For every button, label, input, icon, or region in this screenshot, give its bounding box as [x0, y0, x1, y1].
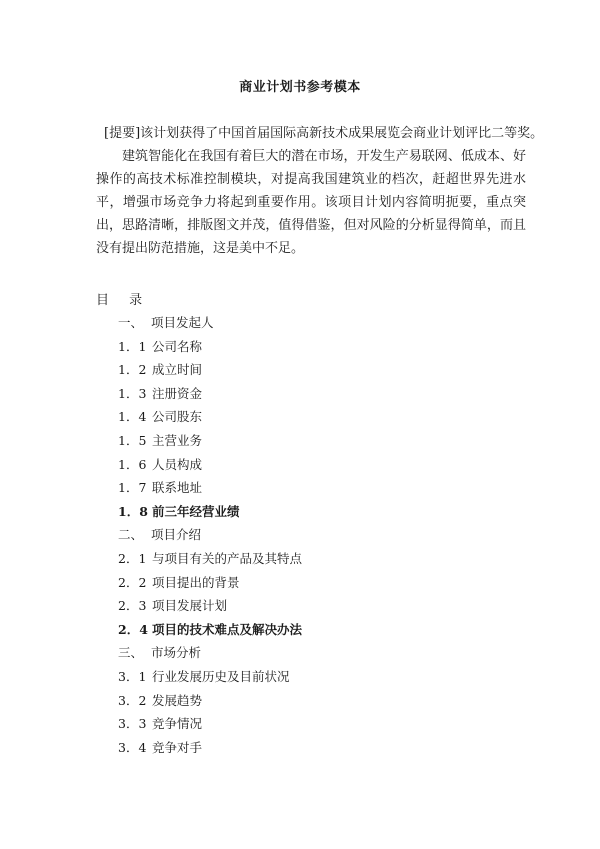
toc-item-number: 2．3 [118, 598, 147, 614]
toc-item-label: 项目介绍 [151, 527, 202, 543]
toc-item-label: 成立时间 [152, 362, 203, 378]
toc-item-number: 2．4 [118, 621, 148, 637]
toc-item-label: 联系地址 [152, 480, 203, 496]
toc-item-label: 发展趋势 [152, 692, 203, 708]
toc-item-number: 3．4 [118, 739, 147, 755]
toc-item-number: 1．5 [118, 433, 147, 448]
toc-item-number: 1．4 [118, 409, 147, 425]
toc-item-label: 项目提出的背景 [152, 574, 240, 590]
toc-item-label: 主营业务 [152, 433, 203, 448]
toc-item-number: 2．2 [118, 574, 147, 590]
toc-item-number: 2．1 [118, 551, 147, 566]
toc-item-label: 竞争情况 [152, 716, 203, 732]
toc-item-label: 公司名称 [152, 338, 203, 354]
toc-item-number: 1．8 [118, 503, 148, 519]
abstract-summary: [提要]该计划获得了中国首届国际高新技术成果展览会商业计划评比二等奖。 [104, 126, 544, 141]
toc-item-number: 1．2 [118, 362, 147, 378]
toc-item-number: 三、 [118, 645, 144, 661]
toc-item-label: 项目发展计划 [152, 598, 228, 614]
toc-item-label: 人员构成 [152, 456, 203, 472]
toc-item-label: 注册资金 [152, 385, 203, 401]
toc-item-label: 项目的技术难点及解决办法 [152, 621, 303, 637]
toc-item-number: 1．1 [118, 338, 147, 354]
toc-item-label: 行业发展历史及目前状况 [152, 669, 290, 684]
toc-item-label: 竞争对手 [152, 739, 203, 755]
toc-item-label: 项目发起人 [151, 315, 214, 330]
toc-item-label: 前三年经营业绩 [152, 503, 240, 519]
toc-item-label: 与项目有关的产品及其特点 [152, 551, 303, 566]
toc-item-label: 市场分析 [151, 645, 202, 661]
toc-item-number: 3．3 [118, 716, 147, 732]
toc-item-number: 一、 [118, 315, 144, 330]
toc-item-number: 3．1 [118, 669, 147, 684]
toc-item-label: 公司股东 [152, 409, 203, 425]
document-title: 商业计划书参考模本 [239, 80, 361, 95]
toc-item-number: 1．7 [118, 480, 147, 496]
abstract-body: 建筑智能化在我国有着巨大的潜在市场，开发生产易联网、低成本、好操作的高技术标准控制模块，对提高我国建筑业的档次，赶超世界先进水平，增强市场竞争力将起到重要作用。该项目计划内容简明扼要，重点突出，思路清晰，排版图文并茂，值得借鉴，但对风险的分析显得简单，而且没有提出防范措施，这是美中不足。 [96, 149, 526, 256]
toc-heading: 目 录 [96, 293, 151, 308]
abstract-section [96, 122, 544, 260]
toc-item-number: 二、 [118, 527, 144, 543]
toc-item-number: 1．3 [118, 385, 147, 401]
toc-item-number: 3．2 [118, 692, 147, 708]
toc-item-number: 1．6 [118, 456, 147, 472]
